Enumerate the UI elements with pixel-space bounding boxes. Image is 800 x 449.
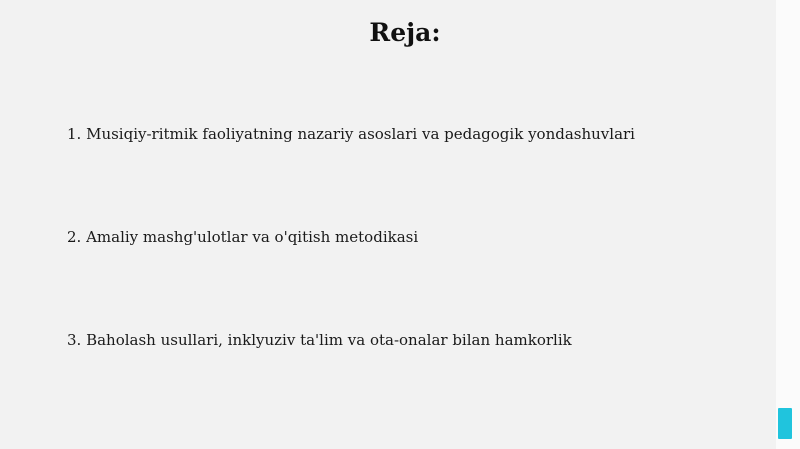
plan-item-3: 3. Baholash usullari, inklyuziv ta'lim va ota-onalar bilan hamkorlik — [67, 331, 572, 349]
scrollbar-thumb[interactable] — [778, 408, 792, 439]
plan-item-2: 2. Amaliy mashg'ulotlar va o'qitish metodikasi — [67, 228, 419, 246]
vertical-scrollbar[interactable] — [776, 0, 800, 449]
slide-title: Reja: — [369, 18, 441, 47]
plan-item-1: 1. Musiqiy-ritmik faoliyatning nazariy asoslari va pedagogik yondashuvlari — [67, 125, 635, 143]
